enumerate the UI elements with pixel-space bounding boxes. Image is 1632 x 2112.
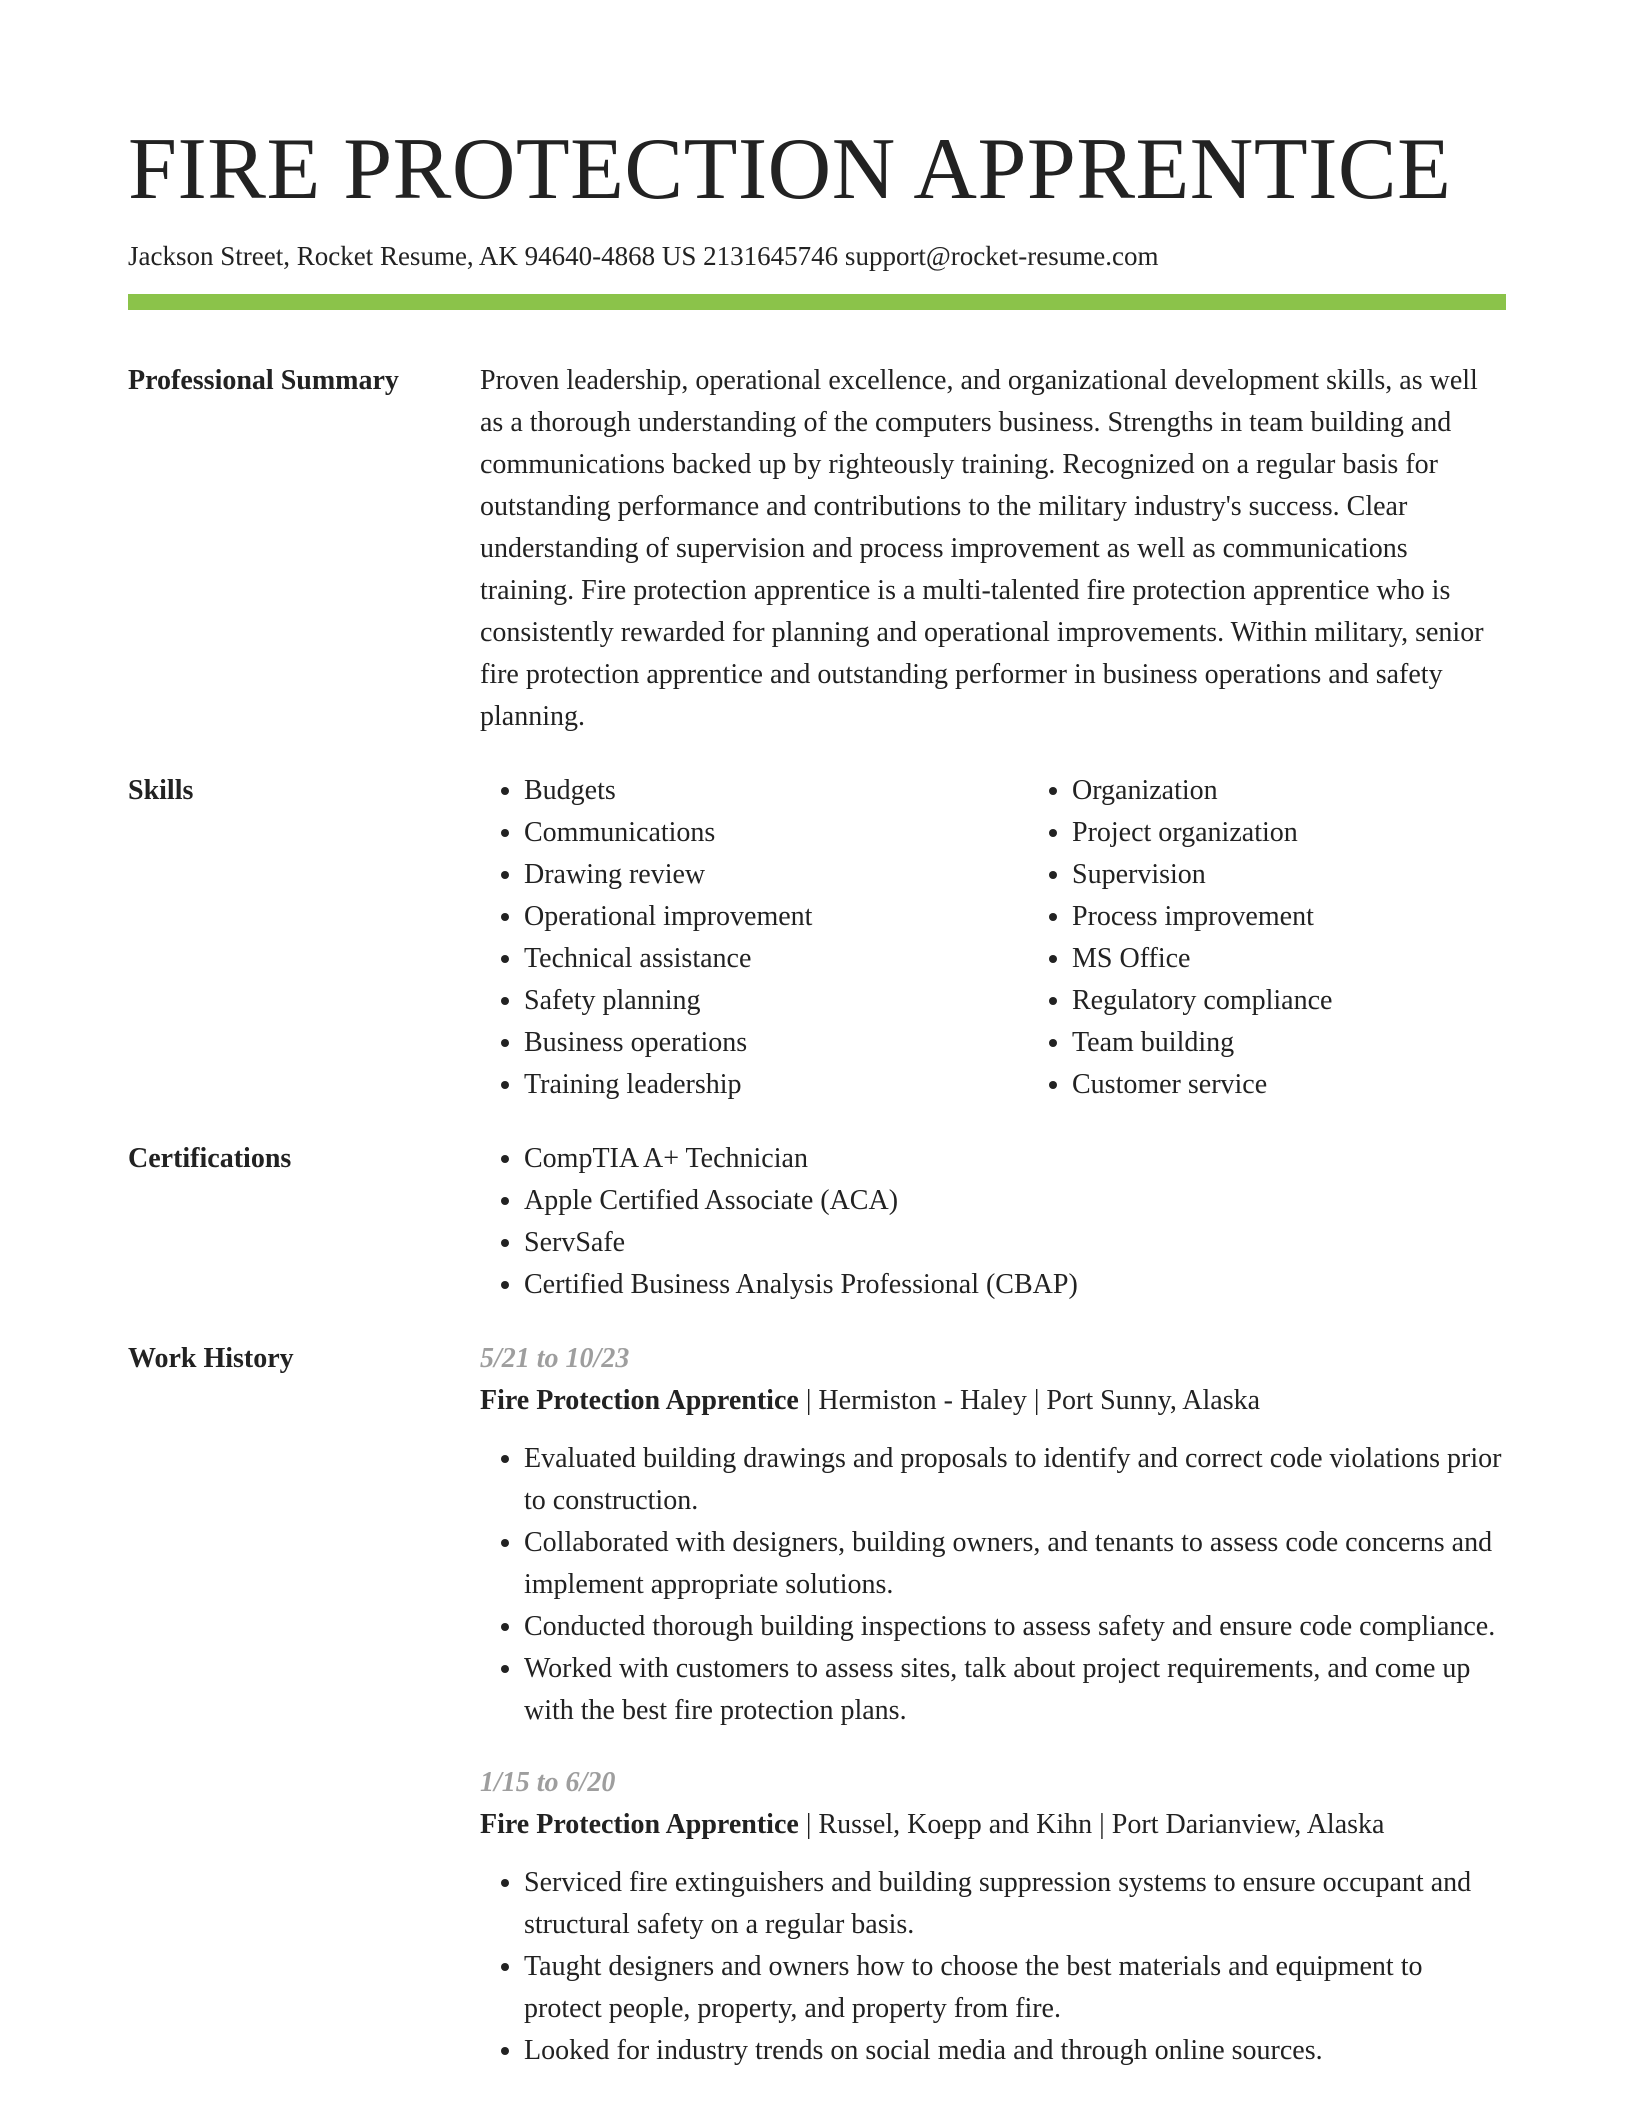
job-bullet: • Serviced fire extinguishers and building suppression systems to ensure occupant and structural safety on a regular basis. xyxy=(524,1862,1506,1946)
skill-item: • Budgets xyxy=(524,770,1028,812)
job-employer-location: | Hermiston - Haley | Port Sunny, Alaska xyxy=(798,1385,1261,1416)
job-bullets xyxy=(480,1438,1506,1732)
skill-item: • Communications xyxy=(524,812,1028,854)
skill-item: • Drawing review xyxy=(524,854,1028,896)
certifications-section xyxy=(128,1138,1506,1306)
skills-list-left xyxy=(480,770,1028,1106)
summary-section xyxy=(128,360,1506,738)
skill-item: • Process improvement xyxy=(1072,896,1576,938)
certifications-body xyxy=(480,1138,1506,1306)
job-entry xyxy=(480,1762,1506,2072)
skills-list-right xyxy=(1028,770,1576,1106)
job-title: Fire Protection Apprentice xyxy=(480,1385,799,1416)
job-bullets xyxy=(480,1862,1506,2072)
skill-item: • Technical assistance xyxy=(524,938,1028,980)
certification-item: • CompTIA A+ Technician xyxy=(524,1138,1506,1180)
job-bullet: • Looked for industry trends on social media and through online sources. xyxy=(524,2030,1506,2072)
job-bullet: • Worked with customers to assess sites, talk about project requirements, and come up with the best fire protection plans. xyxy=(524,1648,1506,1732)
job-bullet: • Conducted thorough building inspections to assess safety and ensure code compliance. xyxy=(524,1606,1506,1648)
contact-info: Jackson Street, Rocket Resume, AK 94640-4868 US 2131645746 support@rocket-resume.com xyxy=(128,241,1159,271)
certifications-list xyxy=(480,1138,1506,1306)
job-heading xyxy=(480,1380,1506,1422)
skill-item: • Regulatory compliance xyxy=(1072,980,1576,1022)
job-dates: 1/15 to 6/20 xyxy=(480,1767,616,1798)
summary-text: Proven leadership, operational excellence, and organizational development skills, as well as a thorough understanding of the computers business. Strengths in team building and communications backed up by righteously training. Recognized on a regular basis for outstanding performance and contributions to the military industry's success. Clear understanding of supervision and process improvement as well as communications training. Fire protection apprentice is a multi-talented fire protection apprentice who is consistently rewarded for planning and operational improvements. Within military, senior fire protection apprentice and outstanding performer in business operations and safety planning. xyxy=(480,365,1484,732)
certification-item: • Apple Certified Associate (ACA) xyxy=(524,1180,1506,1222)
section-title-work-history: Work History xyxy=(128,1343,294,1374)
skill-item: • Project organization xyxy=(1072,812,1576,854)
skill-item: • Business operations xyxy=(524,1022,1028,1064)
candidate-name: FIRE PROTECTION APPRENTICE xyxy=(128,121,1452,218)
job-dates: 5/21 to 10/23 xyxy=(480,1343,630,1374)
skill-item: • Customer service xyxy=(1072,1064,1576,1106)
certification-item: • Certified Business Analysis Professional (CBAP) xyxy=(524,1264,1506,1306)
skill-item: • Organization xyxy=(1072,770,1576,812)
job-employer-location: | Russel, Koepp and Kihn | Port Darianview, Alaska xyxy=(798,1809,1385,1840)
section-title-skills: Skills xyxy=(128,775,194,806)
skill-item: • Safety planning xyxy=(524,980,1028,1022)
job-bullet: • Evaluated building drawings and proposals to identify and correct code violations prior to construction. xyxy=(524,1438,1506,1522)
section-title-certifications: Certifications xyxy=(128,1143,292,1174)
work-history-section xyxy=(128,1338,1506,2072)
skill-item: • Supervision xyxy=(1072,854,1576,896)
skill-item: • MS Office xyxy=(1072,938,1576,980)
certification-item: • ServSafe xyxy=(524,1222,1506,1264)
skill-item: • Training leadership xyxy=(524,1064,1028,1106)
resume-page xyxy=(128,0,1506,2072)
skill-item: • Operational improvement xyxy=(524,896,1028,938)
skills-columns xyxy=(480,770,1576,1106)
skill-item: • Team building xyxy=(1072,1022,1576,1064)
header-divider xyxy=(128,294,1506,310)
job-bullet: • Taught designers and owners how to choose the best materials and equipment to protect people, property, and property from fire. xyxy=(524,1946,1506,2030)
work-history-body xyxy=(480,1338,1506,2072)
job-heading xyxy=(480,1804,1506,1846)
job-entry xyxy=(480,1338,1506,1732)
section-title-summary: Professional Summary xyxy=(128,365,399,396)
job-bullet: • Collaborated with designers, building owners, and tenants to assess code concerns and implement appropriate solutions. xyxy=(524,1522,1506,1606)
skills-section xyxy=(128,770,1506,1106)
job-title: Fire Protection Apprentice xyxy=(480,1809,799,1840)
